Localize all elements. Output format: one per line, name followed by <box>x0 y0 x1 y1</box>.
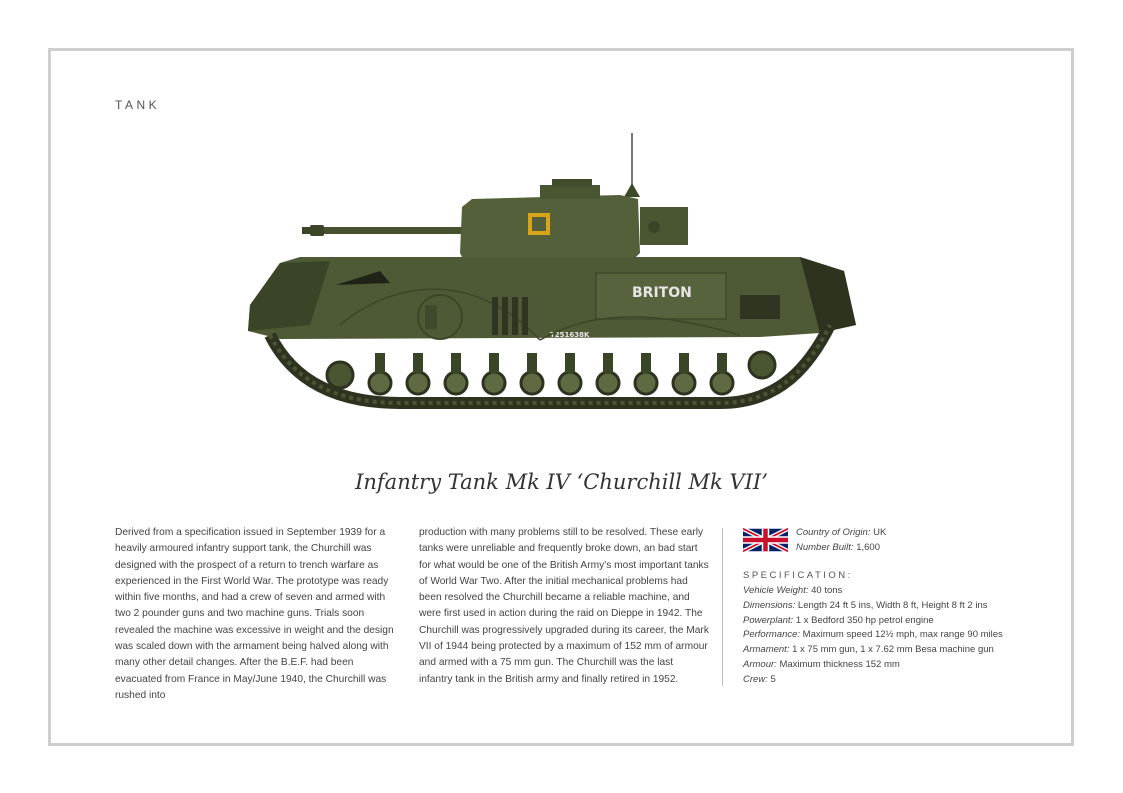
spec-row-armament <box>743 643 1043 658</box>
road-wheel <box>483 372 505 394</box>
spec-row-performance <box>743 628 1043 643</box>
hull-serial: T251638K <box>550 331 590 339</box>
road-wheel <box>445 372 467 394</box>
suspension-spring <box>565 353 575 373</box>
road-wheel <box>711 372 733 394</box>
spec-row-powerplant <box>743 614 1043 629</box>
road-wheel <box>407 372 429 394</box>
page-title: Infantry Tank Mk IV ‘Churchill Mk VII’ <box>355 470 768 494</box>
country-value: UK <box>873 527 887 538</box>
hull-name: BRITON <box>632 285 692 301</box>
suspension-spring <box>717 353 727 373</box>
column-divider <box>722 528 723 686</box>
spec-label: Armament: <box>743 644 790 656</box>
specification-list <box>743 584 1043 688</box>
specification-heading: SPECIFICATION: <box>743 570 853 581</box>
tank-illustration <box>240 125 870 415</box>
suspension-spring <box>489 353 499 373</box>
spec-value: 5 <box>770 673 776 685</box>
spec-row-crew <box>743 673 1043 688</box>
built-label: Number Built: <box>796 542 854 553</box>
spec-label: Armour: <box>743 658 777 670</box>
spec-value: Maximum speed 12½ mph, max range 90 miles <box>802 629 1003 641</box>
road-wheel <box>369 372 391 394</box>
spec-label: Dimensions: <box>743 599 796 611</box>
category-label: TANK <box>115 98 161 112</box>
suspension-spring <box>641 353 651 373</box>
spec-value: 1 x Bedford 350 hp petrol engine <box>795 614 934 626</box>
suspension-spring <box>527 353 537 373</box>
spec-row-armour <box>743 658 1043 673</box>
description-column-2: production with many problems still to be resolved. These early tanks were unreliable and frequently broke down, an bad start for what would be one of the British Army’s most important tanks of World War Two. After the initial mechanical problems had been resolved the Churchill became a reliable machine, and were first used in action during the raid on Dieppe in 1942. The Churchill was progressively upgraded during its career, the Mark VII of 1944 being protected by a maximum of 152 mm of armour and armed with a 75 mm gun. The Churchill was the last infantry tank in the British army and finally retired in 1952. <box>419 527 709 685</box>
road-wheel <box>559 372 581 394</box>
origin-info <box>796 525 886 555</box>
spec-label: Powerplant: <box>743 614 794 626</box>
country-label: Country of Origin: <box>796 527 871 538</box>
union-jack-flag-icon <box>743 528 788 552</box>
spec-value: Maximum thickness 152 mm <box>779 658 900 670</box>
road-wheel <box>597 372 619 394</box>
spec-row-weight <box>743 584 1043 599</box>
road-wheel <box>521 372 543 394</box>
description-column-1: Derived from a specification issued in September 1939 for a heavily armoured infantry support tank, the Churchill was designed with the prospect of a return to trench warfare as experienced in the First World War. The prototype was ready within five months, and had a crew of seven and armed with two 2 pounder guns and two machine guns. Trials soon revealed the machine was excessive in weight and the design was scaled down with the armament being halved along with many other detail changes. After the B.E.F. had been evacuated from France in May/June 1940, the Churchill was rushed into <box>115 527 394 701</box>
suspension-spring <box>603 353 613 373</box>
spec-value: Length 24 ft 5 ins, Width 8 ft, Height 8 ft 2 ins <box>797 599 988 611</box>
spec-value: 40 tons <box>811 585 843 596</box>
road-wheel <box>635 372 657 394</box>
spec-value: 1 x 75 mm gun, 1 x 7.62 mm Besa machine gun <box>792 644 994 656</box>
road-wheel <box>673 372 695 394</box>
suspension-spring <box>413 353 423 373</box>
spec-label: Crew: <box>743 673 768 685</box>
country-of-origin <box>796 525 886 540</box>
suspension-spring <box>375 353 385 373</box>
spec-row-dimensions <box>743 599 1043 614</box>
spec-label: Performance: <box>743 629 801 641</box>
suspension-spring <box>451 353 461 373</box>
built-value: 1,600 <box>856 542 880 553</box>
number-built <box>796 540 886 555</box>
spec-label: Vehicle Weight: <box>743 585 809 596</box>
suspension-spring <box>679 353 689 373</box>
